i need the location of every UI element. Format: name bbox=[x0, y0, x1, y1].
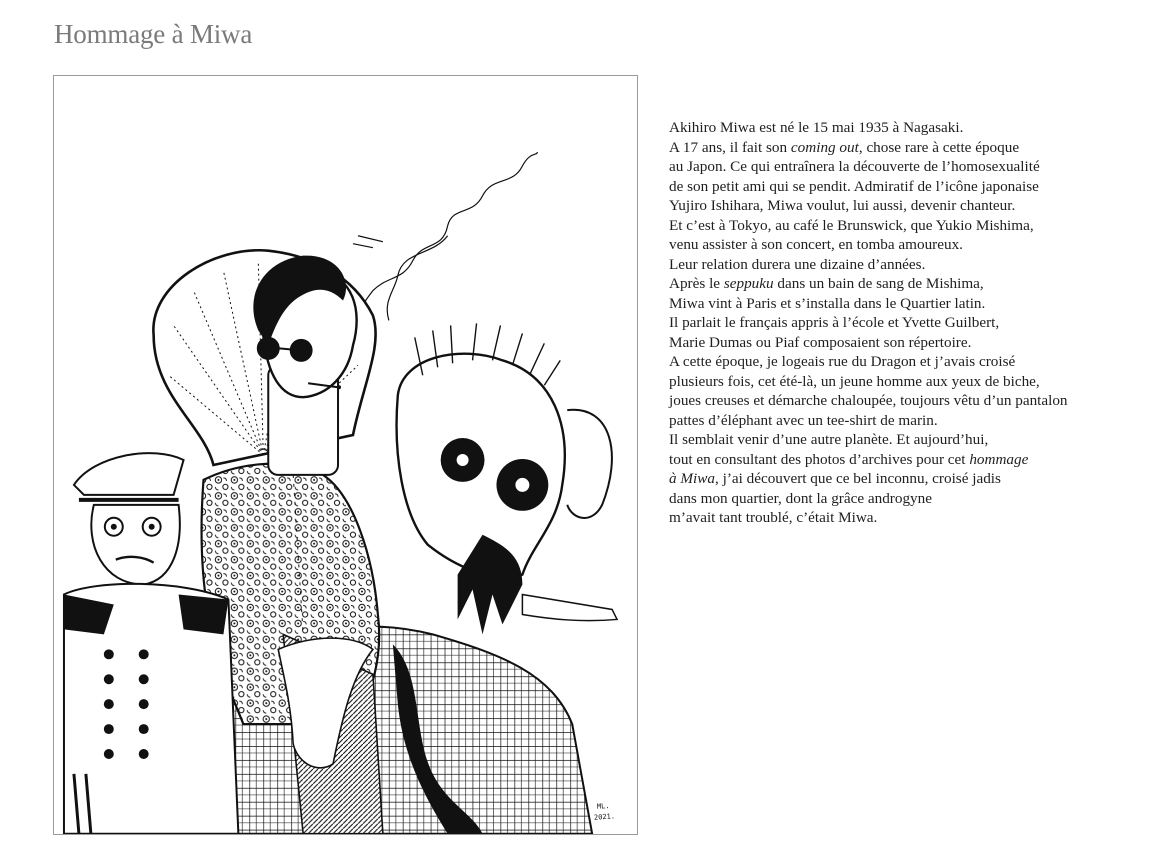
text-line bbox=[669, 333, 1164, 353]
text-line bbox=[669, 352, 1164, 372]
text-line bbox=[669, 450, 1164, 470]
text-line bbox=[669, 469, 1164, 489]
text-line bbox=[669, 430, 1164, 450]
emphasis-segment: seppuku bbox=[723, 275, 774, 292]
text-segment: Miwa vint à Paris et s’installa dans le Quartier latin. bbox=[669, 294, 986, 312]
text-line bbox=[669, 508, 1164, 528]
text-segment: venu assister à son concert, en tomba amoureux. bbox=[669, 236, 963, 253]
emphasis-segment: hommage bbox=[969, 450, 1029, 468]
text-segment: , j’ai découvert que ce bel inconnu, croisé jadis bbox=[715, 470, 1001, 487]
text-line bbox=[669, 138, 1164, 158]
text-segment: au Japon. Ce qui entraînera la découverte de l’homosexualité bbox=[669, 158, 1040, 175]
text-segment: joues creuses et démarche chaloupée, toujours vêtu d’un pantalon bbox=[669, 392, 1068, 409]
text-line bbox=[669, 177, 1164, 197]
text-segment: Marie Dumas ou Piaf composaient son répertoire. bbox=[669, 333, 972, 351]
text-segment: Après le bbox=[669, 275, 724, 292]
artwork-illustration bbox=[53, 75, 638, 835]
text-line bbox=[669, 411, 1164, 431]
skull-figure bbox=[397, 323, 617, 634]
text-segment: , chose rare à cette époque bbox=[858, 138, 1020, 156]
text-segment: Akihiro Miwa est né le 15 mai 1935 à Nagasaki. bbox=[669, 119, 964, 136]
page-title: Hommage à Miwa bbox=[54, 19, 253, 49]
text-segment: A 17 ans, il fait son bbox=[669, 138, 791, 156]
text-segment: pattes d’éléphant avec un tee-shirt de marin. bbox=[669, 411, 938, 429]
article-text bbox=[669, 118, 1164, 528]
text-line bbox=[669, 118, 1164, 138]
text-segment: dans un bain de sang de Mishima, bbox=[773, 275, 984, 292]
text-segment: Et c’est à Tokyo, au café le Brunswick, que Yukio Mishima, bbox=[669, 216, 1034, 234]
text-line bbox=[669, 196, 1164, 216]
text-segment: m’avait tant troublé, c’était Miwa. bbox=[669, 509, 878, 526]
text-line bbox=[669, 216, 1164, 236]
svg-text:ML.: ML. bbox=[596, 801, 610, 811]
text-segment: Yujiro Ishihara, Miwa voulut, lui aussi, devenir chanteur. bbox=[669, 197, 1016, 214]
text-segment: Il parlait le français appris à l’école et Yvette Guilbert, bbox=[669, 314, 1000, 331]
text-line bbox=[669, 157, 1164, 177]
text-segment: Il semblait venir d’une autre planète. Et aujourd’hui, bbox=[669, 431, 989, 448]
text-segment: tout en consultant des photos d’archives pour cet bbox=[669, 450, 970, 468]
text-line bbox=[669, 391, 1164, 411]
text-line bbox=[669, 274, 1164, 294]
text-line bbox=[669, 372, 1164, 392]
text-line bbox=[669, 294, 1164, 314]
text-segment: plusieurs fois, cet été-là, un jeune homme aux yeux de biche, bbox=[669, 372, 1040, 390]
text-segment: A cette époque, je logeais rue du Dragon et j’avais croisé bbox=[669, 353, 1016, 370]
text-segment: Leur relation durera une dizaine d’années. bbox=[669, 255, 926, 273]
text-segment: dans mon quartier, dont la grâce androgyne bbox=[669, 489, 932, 507]
ink-drawing bbox=[54, 76, 637, 834]
text-segment: de son petit ami qui se pendit. Admiratif de l’icône japonaise bbox=[669, 177, 1039, 195]
svg-text:2021.: 2021. bbox=[593, 812, 616, 822]
text-line bbox=[669, 235, 1164, 255]
text-line bbox=[669, 255, 1164, 275]
text-line bbox=[669, 313, 1164, 333]
text-line bbox=[669, 489, 1164, 509]
emphasis-segment: à Miwa bbox=[669, 470, 715, 487]
emphasis-segment: coming out bbox=[790, 138, 859, 156]
